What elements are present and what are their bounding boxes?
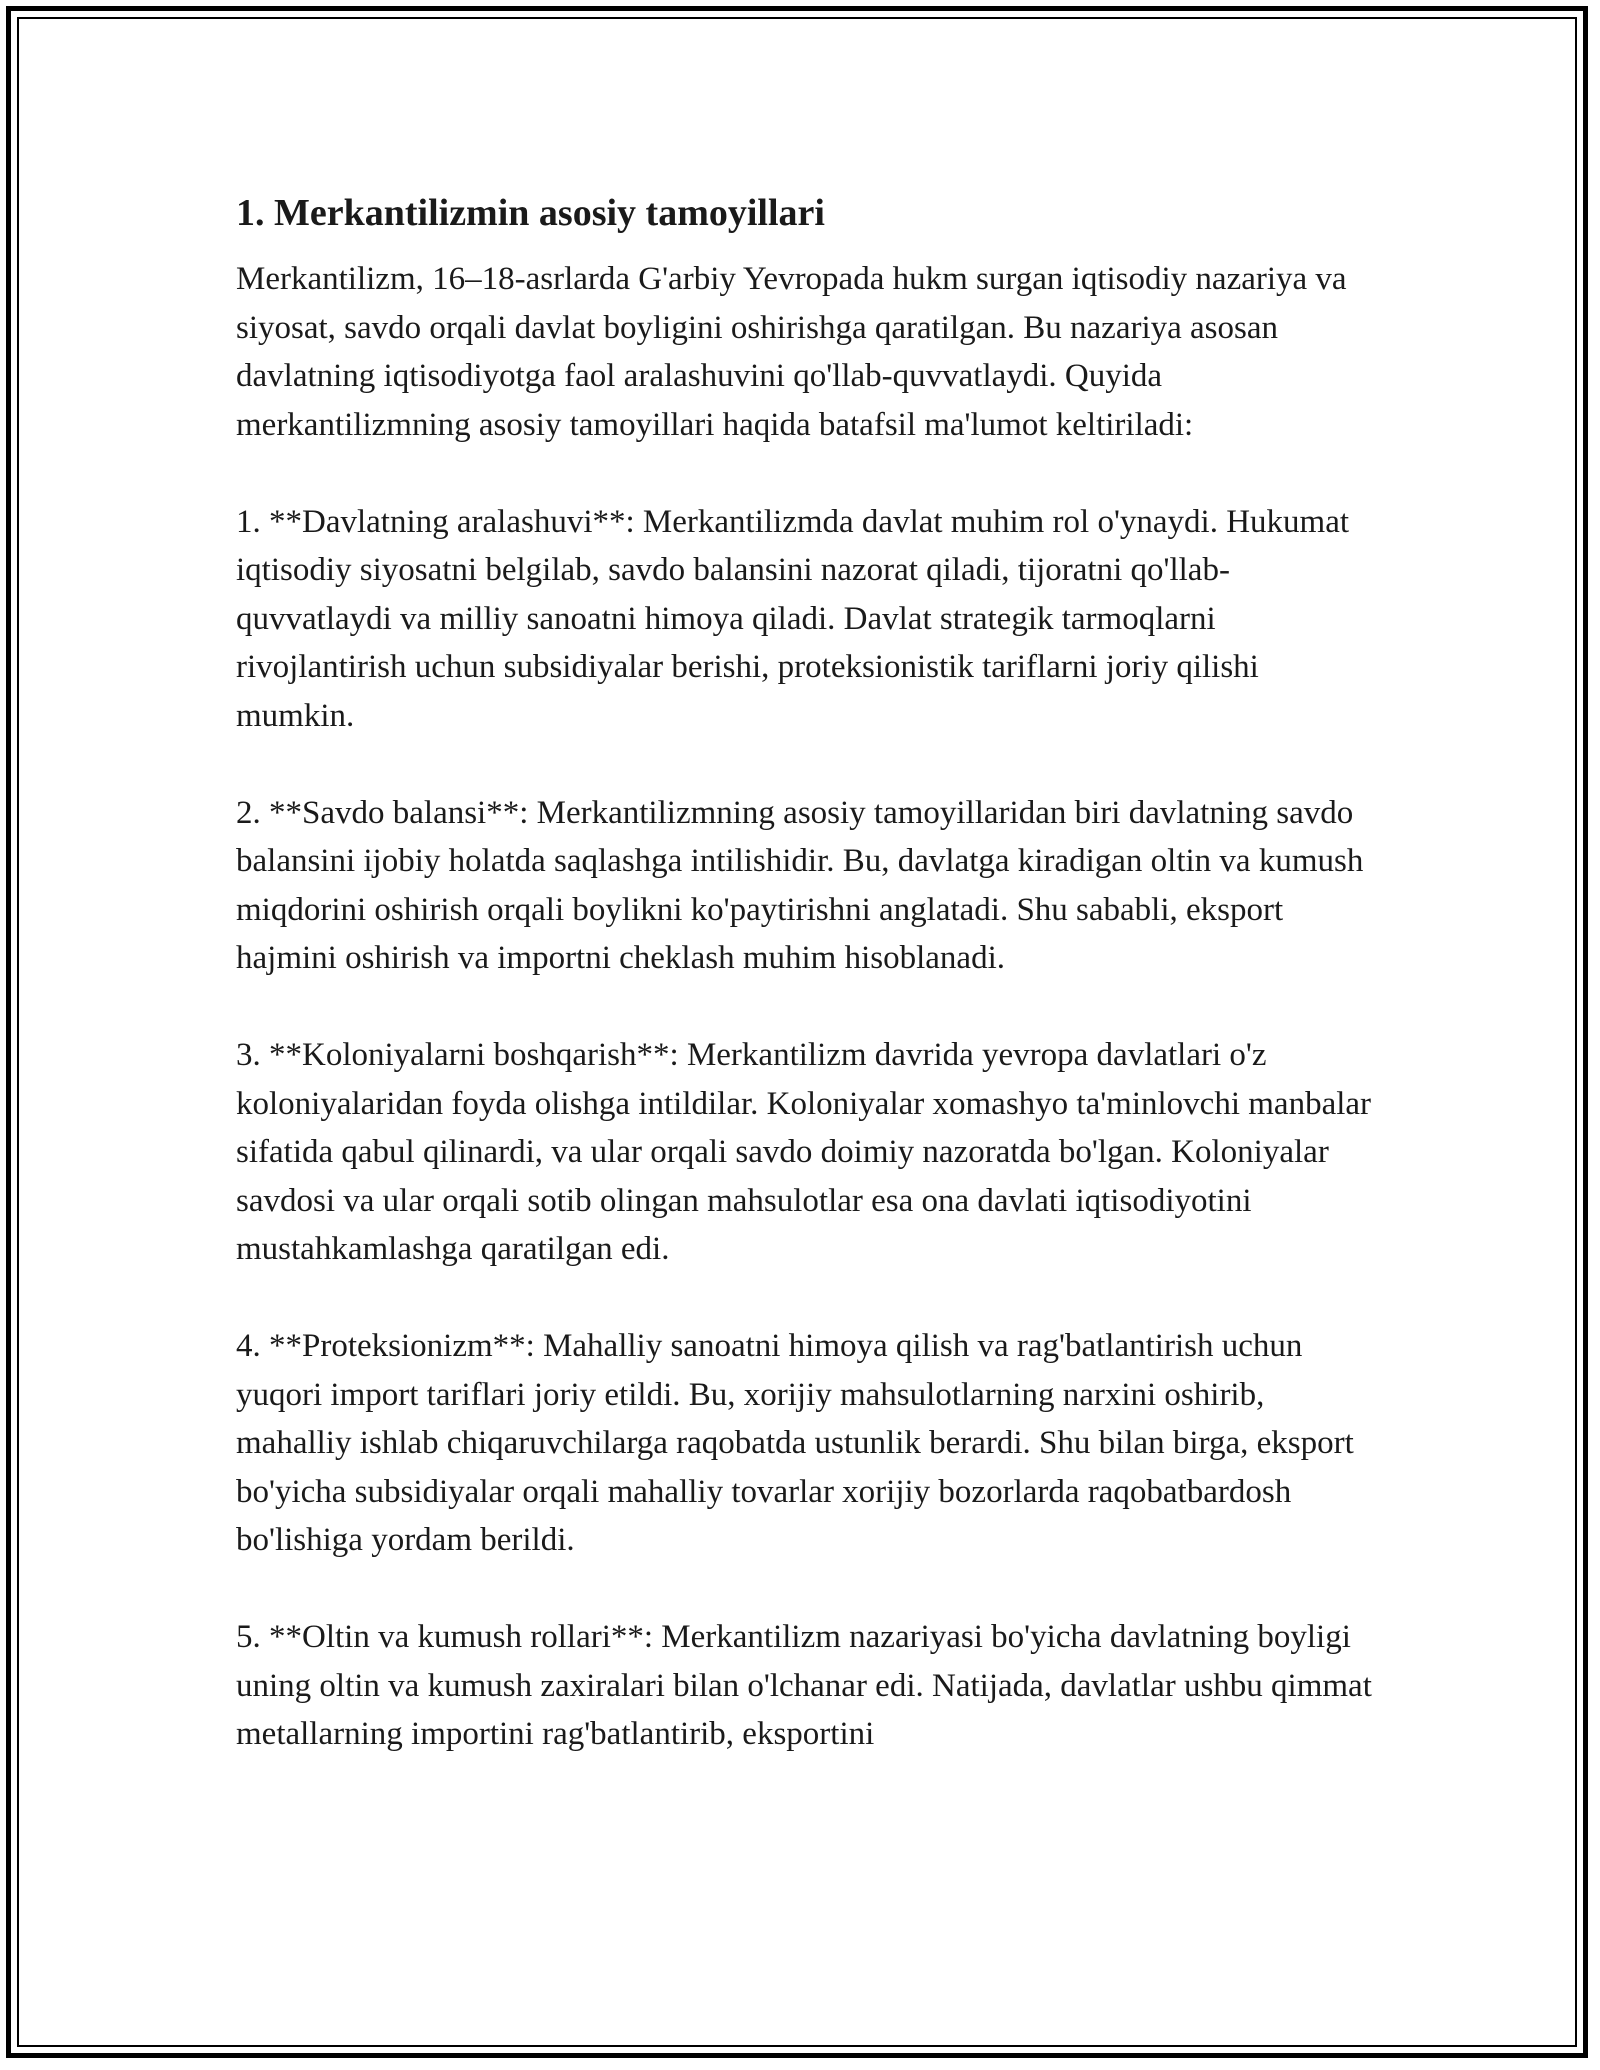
document-body (236, 185, 1376, 1759)
principle-5-paragraph: 5. **Oltin va kumush rollari**: Merkantilizm nazariyasi bo'yicha davlatning boyligi uning oltin va kumush zaxiralari bilan o'lchanar edi. Natijada, davlatlar ushbu qimmat metallarning importini rag'batlantirib, eksportini (236, 1619, 1372, 1752)
principle-2-paragraph: 2. **Savdo balansi**: Merkantilizmning asosiy tamoyillaridan biri davlatning savdo balansini ijobiy holatda saqlashga intilishidir. Bu, davlatga kiradigan oltin va kumush miqdorini oshirish orqali boylikni ko'paytirishni anglatadi. Shu sababli, eksport hajmini oshirish va importni cheklash muhim hisoblanadi. (236, 794, 1364, 976)
principle-4-paragraph: 4. **Proteksionizm**: Mahalliy sanoatni himoya qilish va rag'batlantirish uchun yuqori import tariflari joriy etildi. Bu, xorijiy mahsulotlarning narxini oshirib, mahalliy ishlab chiqaruvchilarga raqobatda ustunlik berardi. Shu bilan birga, eksport bo'yicha subsidiyalar orqali mahalliy tovarlar xorijiy bozorlarda raqobatbardosh bo'lishiga yordam berildi. (236, 1328, 1354, 1558)
principle-1-paragraph: 1. **Davlatning aralashuvi**: Merkantilizmda davlat muhim rol o'ynaydi. Hukumat iqtisodiy siyosatni belgilab, savdo balansini nazorat qiladi, tijoratni qo'llab-quvvatlaydi va milliy sanoatni himoya qiladi. Davlat strategik tarmoqlarni rivojlantirish uchun subsidiyalar berishi, proteksionistik tariflarni joriy qilishi mumkin. (236, 503, 1350, 734)
principle-3-paragraph: 3. **Koloniyalarni boshqarish**: Merkantilizm davrida yevropa davlatlari o'z koloniyalaridan foyda olishga intildilar. Koloniyalar xomashyo ta'minlovchi manbalar sifatida qabul qilinardi, va ular orqali savdo doimiy nazoratda bo'lgan. Koloniyalar savdosi va ular orqali sotib olingan mahsulotlar esa ona davlati iqtisodiyotini mustahkamlashga qaratilgan edi. (236, 1037, 1372, 1267)
intro-paragraph: Merkantilizm, 16–18-asrlarda G'arbiy Yevropada hukm surgan iqtisodiy nazariya va siyosat, savdo orqali davlat boyligini oshirishga qaratilgan. Bu nazariya asosan davlatning iqtisodiyotga faol aralashuvini qo'llab-quvvatlaydi. Quyida merkantilizmning asosiy tamoyillari haqida batafsil ma'lumot keltiriladi: (236, 261, 1347, 443)
document-title: 1. Merkantilizmin asosiy tamoyillari (236, 192, 825, 234)
